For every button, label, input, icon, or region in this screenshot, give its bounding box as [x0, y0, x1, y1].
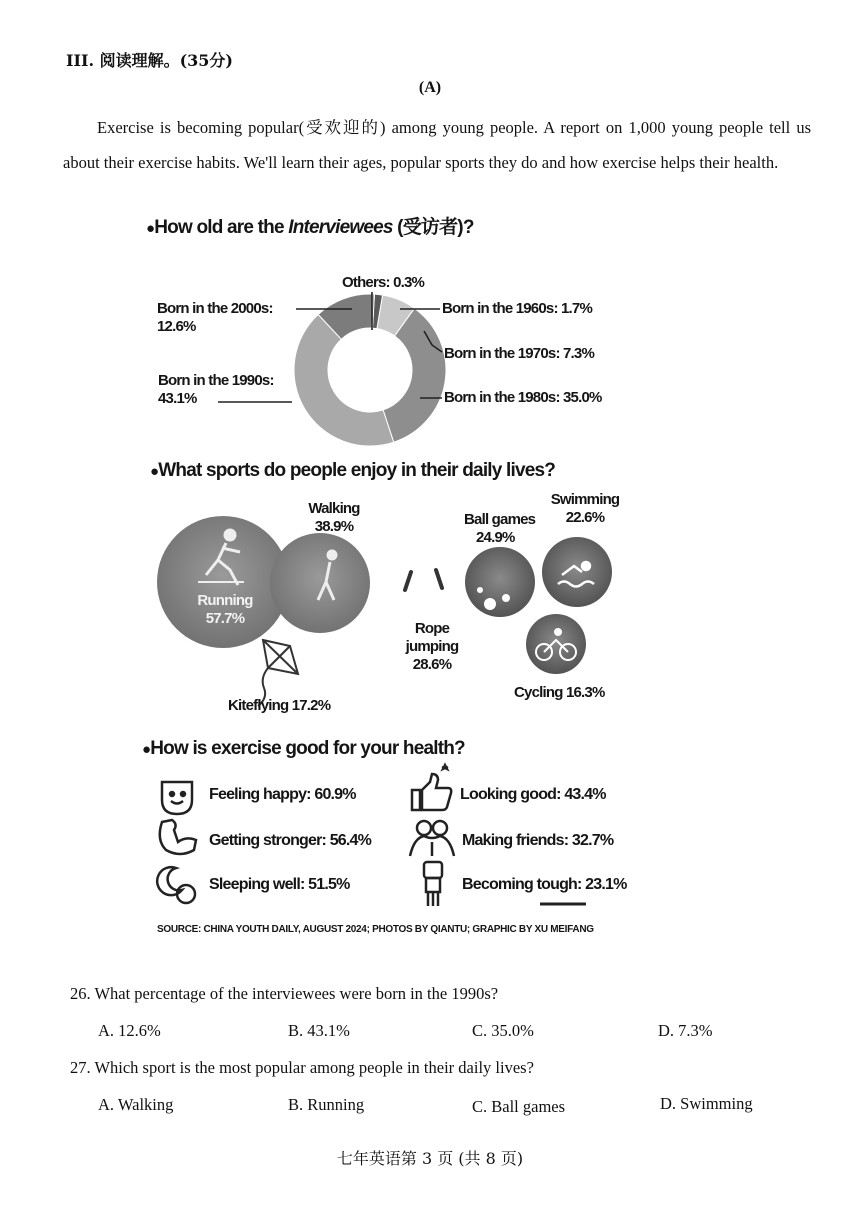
q26-option-d: D. 7.3%: [658, 1021, 713, 1040]
health-title-text: How is exercise good for your health?: [150, 738, 465, 759]
running-name: Running: [197, 592, 253, 609]
fist-icon: [424, 862, 442, 906]
q27-option-b: B. Running: [288, 1095, 365, 1114]
bullet-icon: ●: [150, 463, 159, 480]
bullet-icon: ●: [146, 220, 155, 237]
q27-option-c: C. Ball games: [472, 1097, 566, 1116]
question-26: 26. What percentage of the interviewees were born in the 1990s?: [70, 984, 499, 1003]
health-happy: Feeling happy: 60.9%: [209, 786, 356, 803]
page-footer: 七年英语第 3 页 (共 8 页): [336, 1149, 524, 1168]
q27-option-a: A. Walking: [98, 1095, 174, 1114]
section-heading: III. 阅读理解。(35分): [66, 51, 234, 70]
q26-option-a: A. 12.6%: [98, 1021, 161, 1040]
label-1990s-line2: 43.1%: [158, 390, 197, 407]
walking-pct: 38.9%: [314, 518, 354, 535]
health-sleeping: Sleeping well: 51.5%: [209, 876, 350, 893]
rope-pct: 28.6%: [412, 656, 452, 673]
label-1990s-line1: Born in the 1990s:: [158, 372, 274, 389]
age-title-part2: Interviewees: [288, 217, 393, 238]
label-1970s: Born in the 1970s: 7.3%: [444, 345, 594, 362]
health-friends: Making friends: 32.7%: [462, 832, 614, 849]
q26-option-c: C. 35.0%: [472, 1021, 534, 1040]
rope-name-2: jumping: [405, 638, 459, 655]
kite-label: Kiteflying 17.2%: [228, 697, 331, 714]
running-pct: 57.7%: [205, 610, 245, 627]
health-tough: Becoming tough: 23.1%: [462, 876, 627, 893]
cycling-label: Cycling 16.3%: [514, 684, 605, 701]
question-27: 27. Which sport is the most popular among people in their daily lives?: [70, 1058, 534, 1077]
sports-title-text: What sports do people enjoy in their daily lives?: [158, 460, 556, 481]
passage-label: (A): [418, 79, 442, 96]
swimming-pct: 22.6%: [565, 509, 605, 526]
ball-games-name: Ball games: [464, 511, 536, 528]
sleeping-icon: [157, 867, 195, 903]
q27-option-d: D. Swimming: [660, 1094, 753, 1113]
q26-option-b: B. 43.1%: [288, 1021, 350, 1040]
bullet-icon: ●: [142, 741, 151, 758]
age-title-part3: (受访者)?: [392, 217, 474, 238]
thumbs-up-icon: [412, 764, 451, 810]
passage-text: Exercise is becoming popular(受欢迎的) among young people. A report on 1,000 young people tell us about their exercise habits. We'll learn their ages, popular sports they do and how exercise helps their health.: [63, 118, 811, 172]
label-2000s-line1: Born in the 2000s:: [157, 300, 273, 317]
walking-name: Walking: [308, 500, 360, 517]
label-2000s-line2: 12.6%: [157, 318, 196, 335]
happy-face-icon: [162, 782, 192, 814]
swimming-name: Swimming: [550, 491, 620, 508]
label-1960s: Born in the 1960s: 1.7%: [442, 300, 592, 317]
friends-icon: [410, 821, 454, 856]
flexed-arm-icon: [160, 820, 196, 854]
health-stronger: Getting stronger: 56.4%: [209, 832, 372, 849]
age-title-part1: How old are the: [154, 217, 289, 238]
source-credit: SOURCE: CHINA YOUTH DAILY, AUGUST 2024; PHOTOS BY QIANTU; GRAPHIC BY XU MEIFANG: [157, 924, 594, 935]
label-1980s: Born in the 1980s: 35.0%: [444, 389, 602, 406]
rope-name-1: Rope: [414, 620, 450, 637]
health-looking: Looking good: 43.4%: [460, 786, 606, 803]
ball-games-pct: 24.9%: [476, 529, 515, 546]
label-others: Others: 0.3%: [342, 274, 425, 291]
